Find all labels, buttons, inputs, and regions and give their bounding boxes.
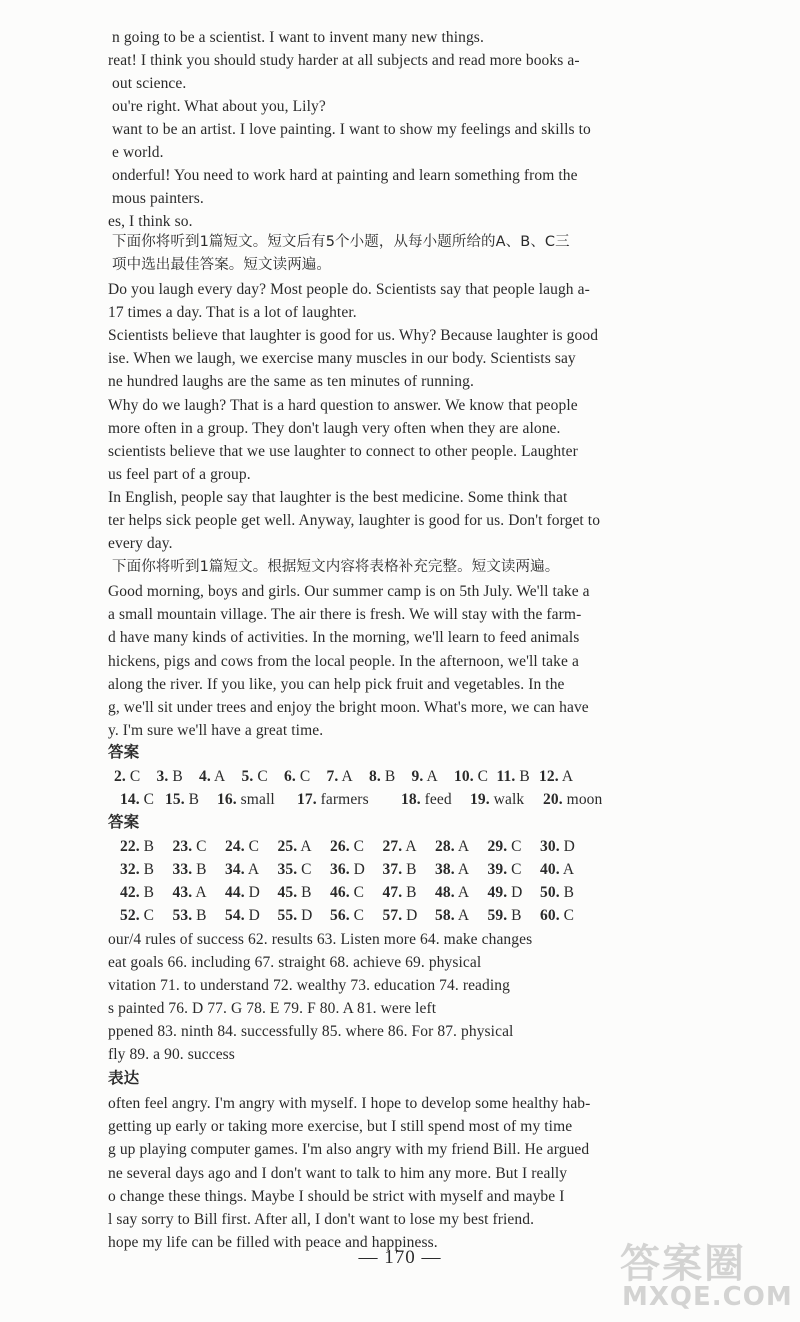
question-number: 18. — [401, 791, 421, 808]
dialog-line: es, I think so. — [108, 213, 193, 230]
answer-item — [114, 765, 140, 788]
question-number: 10. — [454, 768, 474, 785]
answer-value: C — [511, 838, 522, 855]
question-number: 30. — [540, 838, 560, 855]
sec-b-ins-line: 项中选出最佳答案。短文读两遍。 — [112, 257, 331, 273]
question-number: 44. — [225, 884, 245, 901]
answer-item — [297, 788, 369, 811]
question-number: 38. — [435, 861, 455, 878]
passage-c-line: hickens, pigs and cows from the local people. In the afternoon, we'll take a — [108, 652, 579, 670]
answer-item — [435, 835, 469, 858]
question-number: 55. — [277, 907, 298, 924]
answer-value: C — [143, 791, 155, 808]
answer-value: C — [563, 907, 575, 924]
answer-value: B — [143, 838, 155, 855]
answer-item — [435, 881, 469, 904]
answer-value: feed — [424, 791, 452, 808]
watermark-bottom: MXQE.COM — [622, 1282, 793, 1312]
answer-item — [488, 881, 523, 904]
answer-item — [540, 904, 574, 927]
question-number: 22. — [120, 838, 140, 855]
question-number: 56. — [330, 907, 350, 924]
passage-b-line: Scientists believe that laughter is good for us. Why? Because laughter is good — [108, 327, 599, 345]
answer-item — [278, 904, 313, 927]
answer-value: B — [172, 768, 183, 785]
dialog-line: want to be an artist. I love painting. I want to show my feelings and skills to — [112, 121, 591, 138]
answers-3-line: fly 89. a 90. success — [108, 1046, 235, 1063]
answer-value: A — [457, 838, 470, 855]
answer-value: C — [353, 907, 365, 924]
dialog-line: ou're right. What about you, Lily? — [112, 98, 326, 115]
question-number: 46. — [330, 884, 350, 901]
answers-3-line: ppened 83. ninth 84. successfully 85. where 86. For 87. physical — [108, 1023, 514, 1040]
question-number: 5. — [241, 768, 254, 785]
answer-item — [120, 881, 154, 904]
passage-b-line: ne hundred laughs are the same as ten minutes of running. — [108, 373, 474, 391]
answer-item — [488, 904, 522, 927]
answer-item — [120, 858, 154, 881]
answer-value: C — [353, 884, 365, 901]
question-number: 25. — [277, 838, 298, 855]
answer-item — [120, 835, 154, 858]
question-number: 14. — [120, 791, 140, 808]
answer-value: A — [300, 838, 312, 855]
answer-value: A — [457, 861, 470, 878]
answer-value: B — [143, 861, 155, 878]
question-number: 49. — [487, 884, 508, 901]
answer-item — [278, 835, 312, 858]
writing-line: often feel angry. I'm angry with myself. I hope to develop some healthy hab- — [108, 1095, 591, 1112]
answer-value: A — [195, 884, 207, 901]
answer-value: B — [384, 768, 396, 785]
sec-b-ins-line: 下面你将听到1篇短文。短文后有5个小题，从每小题所给的A、B、C三 — [112, 234, 570, 250]
answers-3-line: eat goals 66. including 67. straight 68. achieve 69. physical — [108, 954, 482, 971]
answer-item — [540, 858, 574, 881]
passage-b-line: scientists believe that we use laughter to connect to other people. Laughter — [108, 442, 578, 460]
answer-value: B — [188, 791, 200, 808]
answer-value: B — [301, 884, 312, 901]
passage-c-line: Good morning, boys and girls. Our summer camp is on 5th July. We'll take a — [108, 583, 590, 600]
answer-item — [383, 835, 417, 858]
question-number: 37. — [382, 861, 403, 878]
answer-value: C — [196, 838, 207, 855]
answer-value: C — [299, 768, 311, 785]
watermark-logo — [620, 1228, 796, 1320]
answer-item — [173, 904, 207, 927]
answer-value: C — [353, 838, 365, 855]
answer-value: D — [511, 884, 523, 901]
answer-item — [225, 858, 259, 881]
answer-item — [278, 858, 312, 881]
writing-line: getting up early or taking more exercise, but I still spend most of my time — [108, 1118, 573, 1136]
answer-item — [173, 881, 207, 904]
answer-item — [157, 765, 183, 788]
answers-3-line: our/4 rules of success 62. results 63. Listen more 64. make changes — [108, 931, 533, 948]
answer-item — [330, 881, 364, 904]
question-number: 47. — [382, 884, 403, 901]
answer-item — [217, 788, 275, 811]
question-number: 24. — [225, 838, 245, 855]
question-number: 8. — [369, 768, 381, 785]
answer-value: C — [511, 861, 522, 878]
question-number: 23. — [172, 838, 193, 855]
passage-b-line: Do you laugh every day? Most people do. Scientists say that people laugh a- — [108, 281, 590, 298]
passage-b-line: us feel part of a group. — [108, 465, 251, 483]
question-number: 42. — [120, 884, 140, 901]
answers-3-line: s painted 76. D 77. G 78. E 79. F 80. A 81. were left — [108, 1000, 437, 1017]
answer-item — [330, 835, 364, 858]
question-number: 59. — [487, 907, 508, 924]
answer-value: B — [196, 861, 207, 878]
answer-value: A — [213, 768, 226, 785]
dialog-line: n going to be a scientist. I want to invent many new things. — [112, 29, 484, 46]
question-number: 60. — [540, 907, 560, 924]
answer-value: C — [248, 838, 260, 855]
question-number: 12. — [539, 768, 559, 785]
answer-item — [225, 904, 260, 927]
answer-value: B — [511, 907, 522, 924]
question-number: 7. — [326, 768, 339, 785]
answer-item — [435, 858, 469, 881]
question-number: 15. — [165, 791, 185, 808]
answer-value: C — [301, 861, 312, 878]
dialog-line: out science. — [112, 75, 187, 92]
question-number: 2. — [114, 768, 126, 785]
question-number: 27. — [382, 838, 403, 855]
answer-value: D — [563, 838, 575, 855]
passage-b-line: more often in a group. They don't laugh very often when they are alone. — [108, 419, 561, 437]
dialog-line: reat! I think you should study harder at all subjects and read more books a- — [108, 52, 580, 69]
answer-value: A — [457, 884, 470, 901]
answer-value: walk — [493, 791, 525, 808]
answer-item — [540, 881, 574, 904]
answer-value: A — [562, 861, 575, 878]
dialog-line: e world. — [112, 144, 164, 161]
section-c-instructions: 下面你将听到1篇短文。根据短文内容将表格补充完整。短文读两遍。 — [112, 559, 560, 575]
answers-3-line: vitation 71. to understand 72. wealthy 73. education 74. reading — [108, 977, 510, 994]
answer-value: farmers — [320, 791, 369, 808]
answer-item — [539, 765, 573, 788]
question-number: 58. — [435, 907, 455, 924]
passage-c-line: d have many kinds of activities. In the morning, we'll learn to feed animals — [108, 629, 580, 647]
answer-item — [165, 788, 199, 811]
answer-value: A — [426, 768, 438, 785]
answer-value: A — [341, 768, 353, 785]
answer-item — [454, 765, 488, 788]
answer-item — [540, 835, 575, 858]
answer-item — [225, 881, 260, 904]
answer-value: C — [129, 768, 141, 785]
answer-value: C — [257, 768, 268, 785]
answer-item — [284, 765, 310, 788]
question-number: 32. — [120, 861, 140, 878]
answer-item — [383, 904, 418, 927]
writing-line: g up playing computer games. I'm also angry with my friend Bill. He argued — [108, 1141, 590, 1159]
question-number: 20. — [543, 791, 563, 808]
answer-value: D — [353, 861, 365, 878]
question-number: 26. — [330, 838, 350, 855]
passage-b-line: ter helps sick people get well. Anyway, laughter is good for us. Don't forget to — [108, 512, 601, 529]
question-number: 45. — [277, 884, 298, 901]
question-number: 17. — [297, 791, 317, 808]
question-number: 4. — [199, 768, 211, 785]
answer-item — [120, 788, 154, 811]
question-number: 28. — [435, 838, 455, 855]
answer-item — [369, 765, 395, 788]
passage-b-line: In English, people say that laughter is the best medicine. Some think that — [108, 488, 568, 506]
dialog-line: onderful! You need to work hard at painting and learn something from the — [112, 167, 578, 184]
passage-b-line: ise. When we laugh, we exercise many muscles in our body. Scientists say — [108, 350, 576, 368]
answer-value: moon — [566, 791, 603, 808]
answer-item — [242, 765, 268, 788]
answer-value: A — [457, 907, 470, 924]
passage-b-line: 17 times a day. That is a lot of laughter. — [108, 304, 357, 322]
question-number: 34. — [225, 861, 245, 878]
answer-item — [120, 904, 154, 927]
answer-value: A — [561, 768, 574, 785]
question-number: 11. — [496, 768, 516, 785]
question-number: 6. — [284, 768, 296, 785]
answer-item — [383, 858, 417, 881]
answer-item — [543, 788, 602, 811]
writing-line: hope my life can be filled with peace and happiness. — [108, 1234, 438, 1252]
answers-heading-1: 答案 — [108, 743, 140, 761]
answer-item — [401, 788, 452, 811]
answer-item — [412, 765, 438, 788]
answer-item — [330, 904, 364, 927]
answer-value: D — [248, 907, 260, 924]
answer-value: B — [563, 884, 575, 901]
passage-b-line: every day. — [108, 535, 173, 553]
question-number: 29. — [487, 838, 508, 855]
answer-item — [330, 858, 365, 881]
answer-value: C — [477, 768, 489, 785]
answer-value: D — [248, 884, 260, 901]
answer-item — [435, 904, 469, 927]
question-number: 48. — [435, 884, 455, 901]
writing-line: l say sorry to Bill first. After all, I don't want to lose my best friend. — [108, 1211, 535, 1228]
writing-line: o change these things. Maybe I should be strict with myself and maybe I — [108, 1187, 565, 1205]
answer-item — [488, 835, 522, 858]
answer-item — [470, 788, 524, 811]
answer-item — [383, 881, 417, 904]
answer-value: A — [405, 838, 417, 855]
answer-value: C — [143, 907, 155, 924]
question-number: 36. — [330, 861, 350, 878]
answer-value: B — [143, 884, 155, 901]
question-number: 9. — [411, 768, 424, 785]
answers-heading-2: 答案 — [108, 813, 140, 831]
passage-c-line: a small mountain village. The air there is fresh. We will stay with the farm- — [108, 606, 582, 624]
passage-b-line: Why do we laugh? That is a hard question to answer. We know that people — [108, 396, 578, 414]
question-number: 35. — [277, 861, 298, 878]
answer-value: B — [519, 768, 530, 785]
answer-item — [199, 765, 225, 788]
question-number: 3. — [156, 768, 169, 785]
answer-item — [173, 858, 207, 881]
writing-heading: 表达 — [108, 1069, 140, 1087]
answer-value: B — [406, 861, 417, 878]
answer-item — [278, 881, 312, 904]
answer-item — [488, 858, 522, 881]
answer-item — [225, 835, 259, 858]
question-number: 39. — [487, 861, 508, 878]
answer-value: A — [247, 861, 260, 878]
answer-item — [327, 765, 353, 788]
answer-value: B — [406, 884, 417, 901]
question-number: 52. — [120, 907, 140, 924]
question-number: 33. — [172, 861, 193, 878]
writing-line: ne several days ago and I don't want to talk to him any more. But I really — [108, 1164, 568, 1182]
answer-item — [497, 765, 530, 788]
passage-c-line: g, we'll sit under trees and enjoy the bright moon. What's more, we can have — [108, 699, 589, 716]
question-number: 57. — [382, 907, 403, 924]
question-number: 50. — [540, 884, 560, 901]
answer-value: D — [301, 907, 313, 924]
dialog-line: mous painters. — [112, 190, 204, 207]
question-number: 19. — [470, 791, 490, 808]
question-number: 54. — [225, 907, 245, 924]
watermark-top: 答案圈 — [620, 1241, 746, 1287]
question-number: 53. — [172, 907, 193, 924]
question-number: 16. — [217, 791, 237, 808]
passage-c-line: along the river. If you like, you can help pick fruit and vegetables. In the — [108, 675, 565, 693]
answer-value: small — [240, 791, 275, 808]
question-number: 43. — [172, 884, 193, 901]
passage-c-line: y. I'm sure we'll have a great time. — [108, 722, 324, 740]
page-number: — 170 — — [358, 1247, 442, 1268]
question-number: 40. — [540, 861, 560, 878]
answer-item — [173, 835, 207, 858]
answer-value: B — [196, 907, 207, 924]
answer-value: D — [406, 907, 418, 924]
